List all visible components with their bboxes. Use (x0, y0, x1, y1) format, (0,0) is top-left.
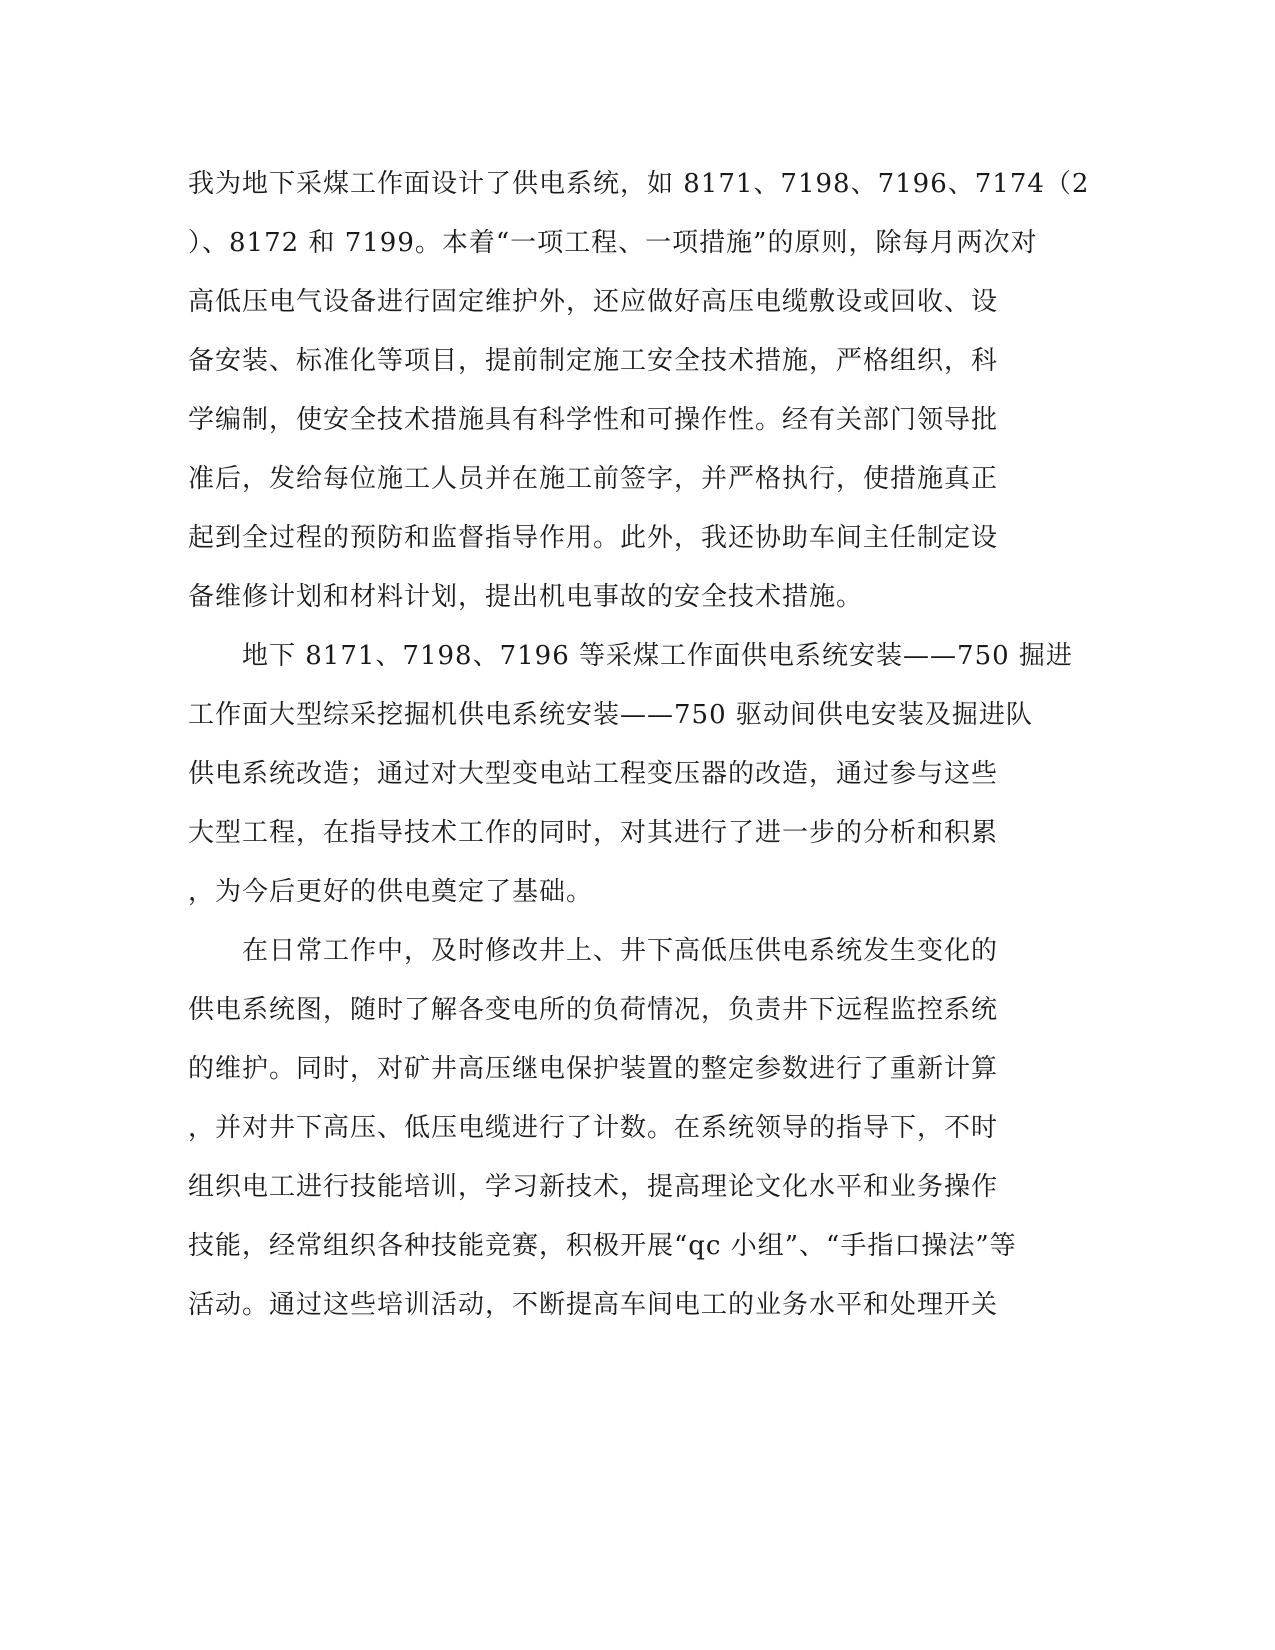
text-line: 在日常工作中，及时修改井上、井下高低压供电系统发生变化的 (188, 936, 999, 966)
text-line: ，并对井下高压、低压电缆进行了计数。在系统领导的指导下，不时 (188, 1113, 999, 1143)
text-line: 起到全过程的预防和监督指导作用。此外，我还协助车间主任制定设 (188, 523, 999, 553)
text-line: 大型工程，在指导技术工作的同时，对其进行了进一步的分析和积累 (188, 818, 999, 848)
text-line: 组织电工进行技能培训，学习新技术，提高理论文化水平和业务操作 (188, 1172, 999, 1202)
text-line: ）、8172 和 7199。本着“一项工程、一项措施”的原则，除每月两次对 (188, 228, 1038, 258)
text-line: ，为今后更好的供电奠定了基础。 (188, 877, 594, 907)
text-line: 的维护。同时，对矿井高压继电保护装置的整定参数进行了重新计算 (188, 1054, 999, 1084)
text-line: 高低压电气设备进行固定维护外，还应做好高压电缆敷设或回收、设 (188, 287, 999, 317)
text-line: 工作面大型综采挖掘机供电系统安装——750 驱动间供电安装及掘进队 (188, 700, 1033, 730)
text-line: 活动。通过这些培训活动，不断提高车间电工的业务水平和处理开关 (188, 1290, 999, 1320)
text-line: 准后，发给每位施工人员并在施工前签字，并严格执行，使措施真正 (188, 464, 999, 494)
text-line: 学编制，使安全技术措施具有科学性和可操作性。经有关部门领导批 (188, 405, 999, 435)
body-text (188, 155, 1088, 1335)
text-line: 地下 8171、7198、7196 等采煤工作面供电系统安装——750 掘进 (188, 641, 1073, 671)
text-line: 供电系统图，随时了解各变电所的负荷情况，负责井下远程监控系统 (188, 995, 999, 1025)
text-line: 备安装、标准化等项目，提前制定施工安全技术措施，严格组织，科 (188, 346, 999, 376)
text-line: 供电系统改造；通过对大型变电站工程变压器的改造，通过参与这些 (188, 759, 999, 789)
text-line: 技能，经常组织各种技能竞赛，积极开展“qc 小组”、“手指口操法”等 (188, 1231, 1017, 1261)
text-line: 备维修计划和材料计划，提出机电事故的安全技术措施。 (188, 582, 864, 612)
text-line: 我为地下采煤工作面设计了供电系统，如 8171、7198、7196、7174（2 (188, 169, 1090, 199)
